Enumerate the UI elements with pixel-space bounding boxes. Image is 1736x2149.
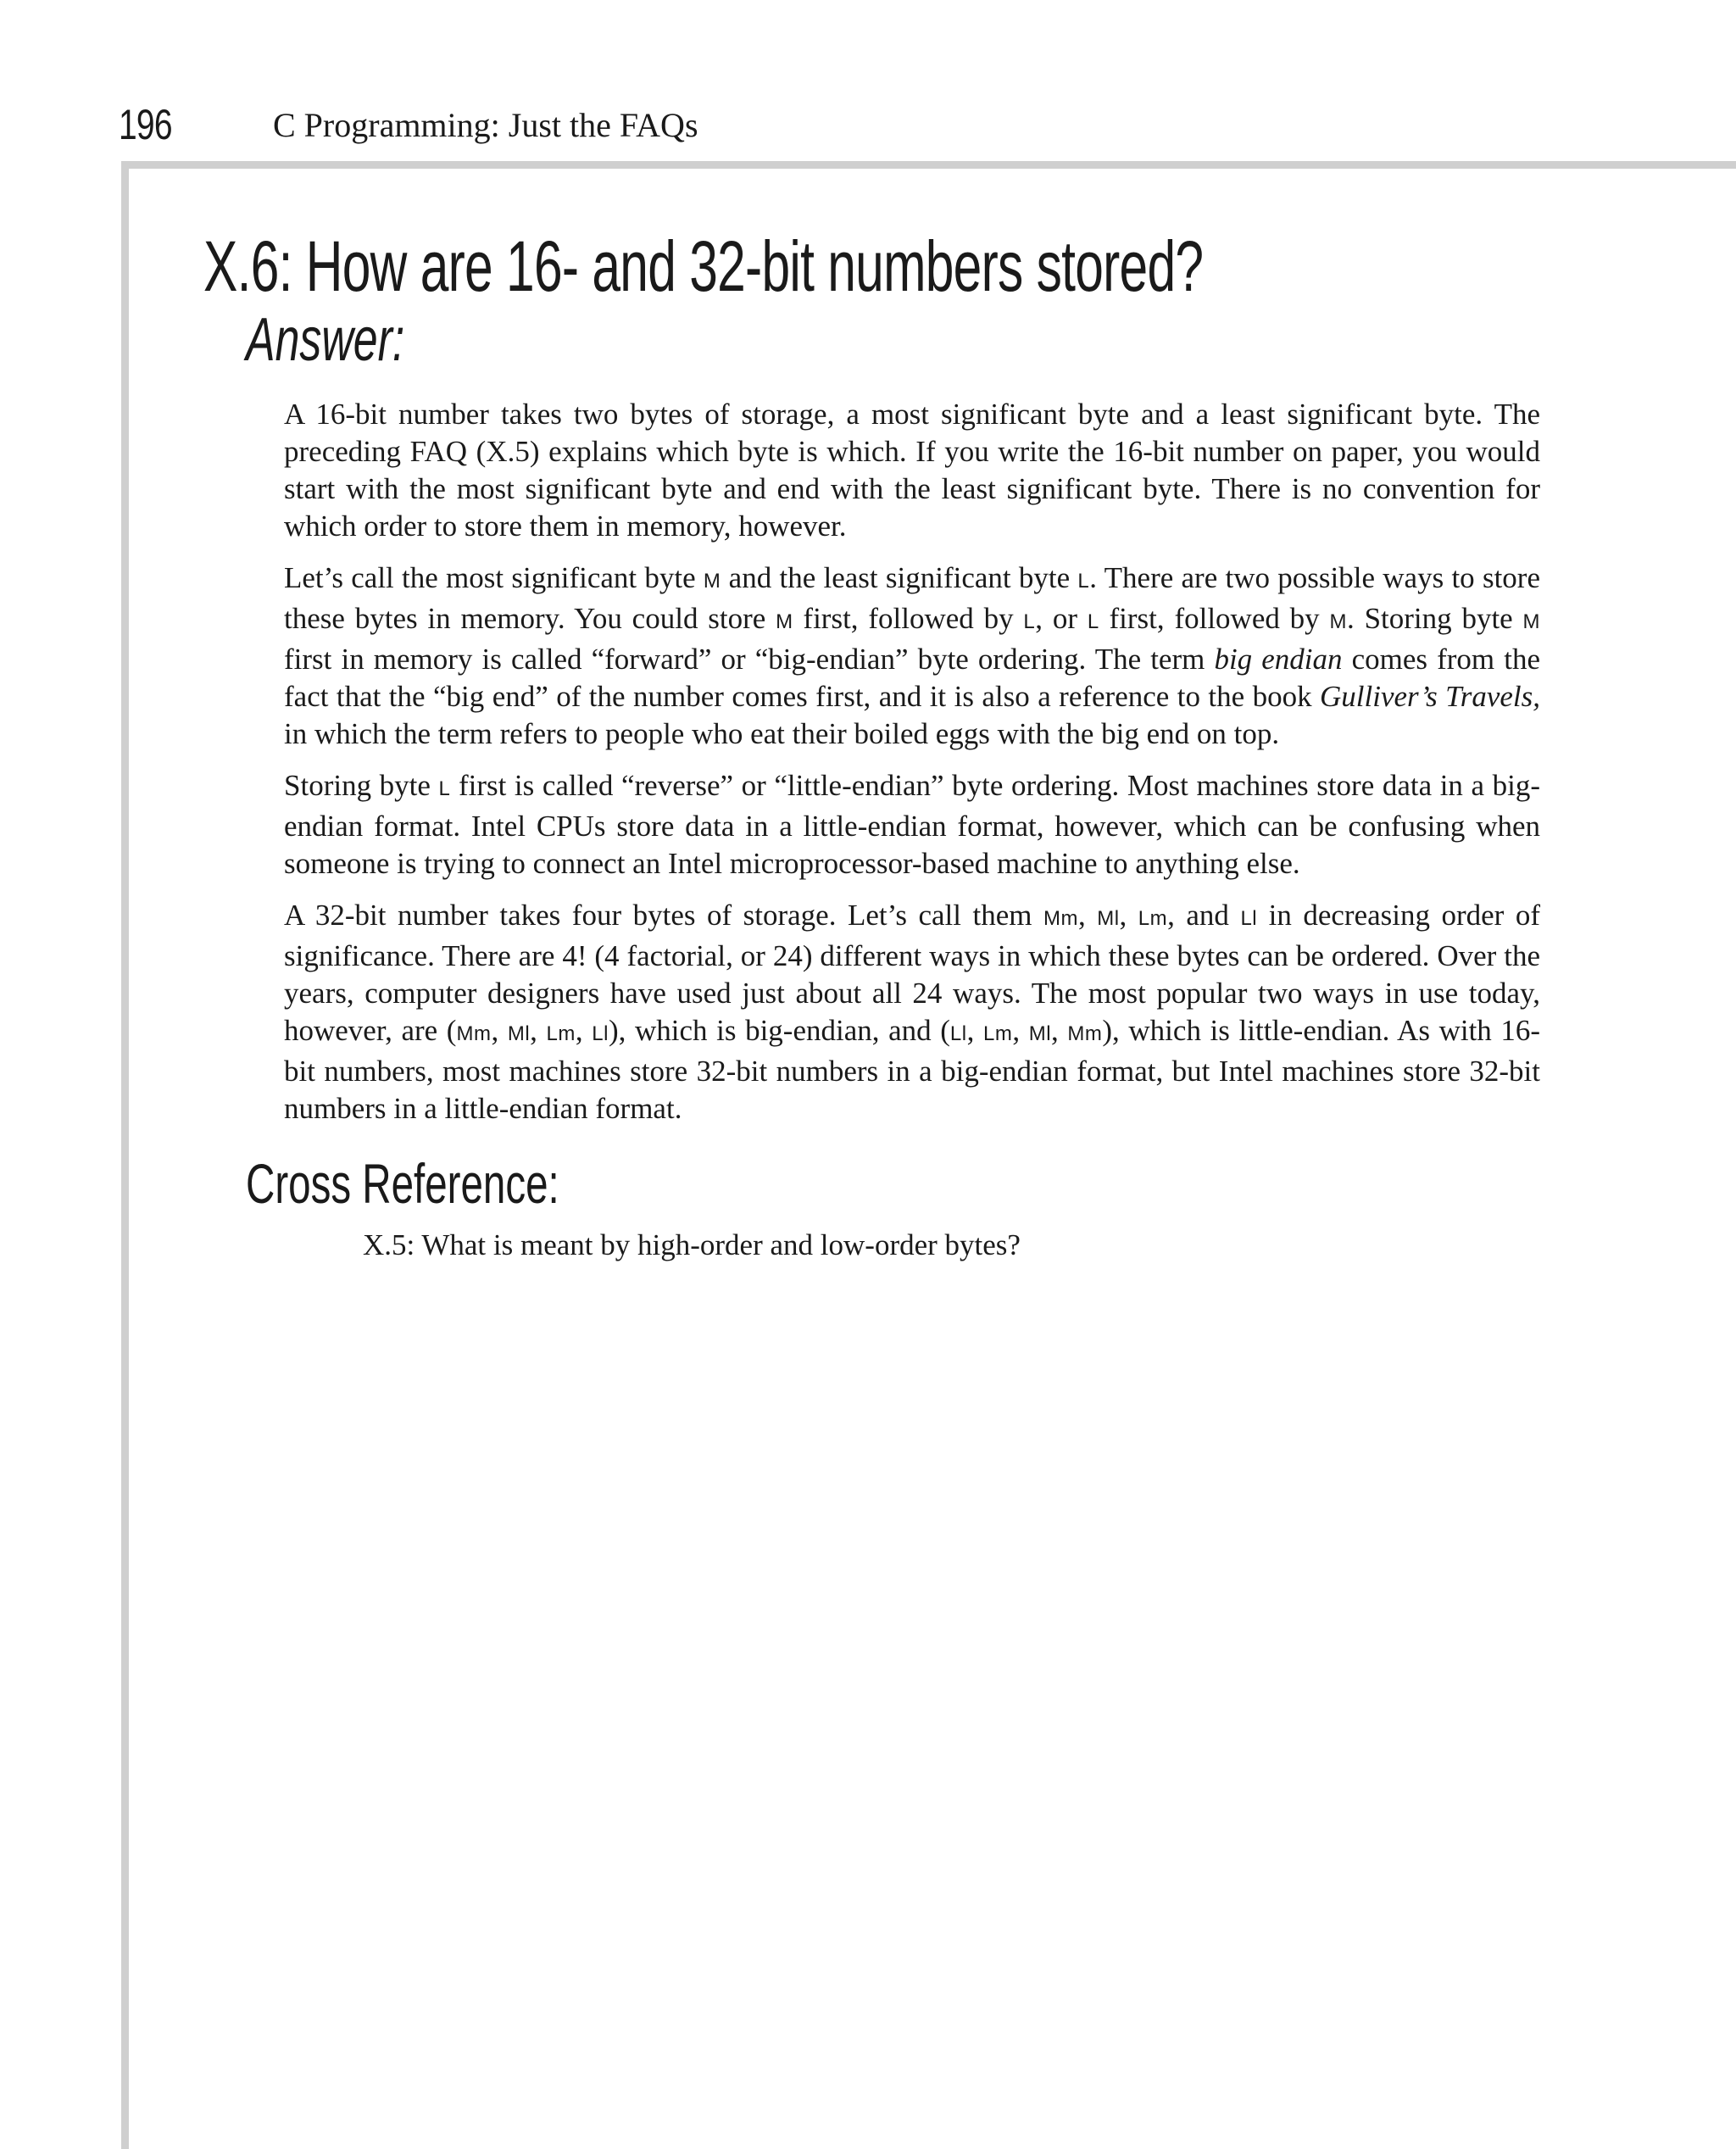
answer-body bbox=[284, 396, 1540, 1127]
code-term: Mm bbox=[456, 1022, 492, 1046]
code-term: M bbox=[1522, 610, 1541, 634]
left-rule bbox=[121, 161, 129, 2149]
code-term: Lm bbox=[1138, 907, 1168, 931]
code-term: Ll bbox=[1240, 907, 1258, 931]
faq-title: X.6: How are 16- and 32-bit numbers stored? bbox=[203, 226, 1204, 306]
code-term: M bbox=[703, 570, 721, 593]
code-term: Mm bbox=[1043, 907, 1078, 931]
code-term: M bbox=[1329, 610, 1347, 634]
code-term: Lm bbox=[546, 1022, 576, 1046]
code-term: L bbox=[1087, 610, 1099, 634]
answer-heading: Answer: bbox=[246, 306, 405, 375]
running-head bbox=[119, 100, 1644, 151]
code-term: Ll bbox=[949, 1022, 967, 1046]
italic-term: big endian bbox=[1214, 643, 1343, 676]
code-term: Ll bbox=[592, 1022, 609, 1046]
cross-reference-heading: Cross Reference: bbox=[246, 1152, 559, 1216]
code-term: L bbox=[1023, 610, 1036, 634]
paragraph-3: Storing byte L first is called “reverse” or “little-endian” byte ordering. Most machines store data in a big-endian format. Intel CPUs store data in a little-endian format, however, which can be confusing when someone is trying to connect an Intel microprocessor-based machine to anything else. bbox=[284, 769, 1540, 881]
code-term: Lm bbox=[982, 1022, 1013, 1046]
code-term: Ml bbox=[1097, 907, 1120, 931]
paragraph-2: Let’s call the most significant byte M and the least significant byte L. There are two possible ways to store these bytes in memory. You could store M first, followed by L, or L first, followed by M. Storing byte M first in memory is called “forward” or “big-endian” byte ordering. The term big endian comes from the fact that the “big end” of the number comes first, and it is also a reference to the book Gulliver’s Travels, in which the term refers to people who eat their boiled eggs with the big end on top. bbox=[284, 561, 1541, 751]
book-title: C Programming: Just the FAQs bbox=[273, 106, 698, 144]
code-term: M bbox=[776, 610, 793, 634]
paragraph-1: A 16-bit number takes two bytes of storage, a most significant byte and a least significant byte. The preceding FAQ (X.5) explains which byte is which. If you write the 16-bit number on paper, you would start with the most significant byte and end with the least significant byte. There is no convention for which order to store them in memory, however. bbox=[284, 398, 1540, 543]
page-content bbox=[203, 226, 1543, 1264]
top-rule bbox=[121, 161, 1736, 169]
cross-reference-item: X.5: What is meant by high-order and low-order bytes? bbox=[363, 1228, 1021, 1261]
code-term: Ml bbox=[1028, 1022, 1052, 1046]
code-term: L bbox=[438, 777, 451, 801]
code-term: L bbox=[1077, 570, 1090, 593]
code-term: Ml bbox=[507, 1022, 531, 1046]
code-term: Mm bbox=[1067, 1022, 1103, 1046]
page-number: 196 bbox=[119, 101, 172, 148]
paragraph-4: A 32-bit number takes four bytes of storage. Let’s call them Mm, Ml, Lm, and Ll in decreasing order of significance. There are 4! (4 factorial, or 24) different ways in which these bytes can be ordered. Over the years, computer designers have used just about all 24 ways. The most popular two ways in use today, however, are (Mm, Ml, Lm, Ll), which is big-endian, and (Ll, Lm, Ml, Mm), which is little-endian. As with 16-bit numbers, most machines store 32-bit numbers in a big-endian format, but Intel machines store 32-bit numbers in a little-endian format. bbox=[284, 899, 1541, 1126]
book-reference: Gulliver’s Travels, bbox=[1320, 680, 1540, 714]
